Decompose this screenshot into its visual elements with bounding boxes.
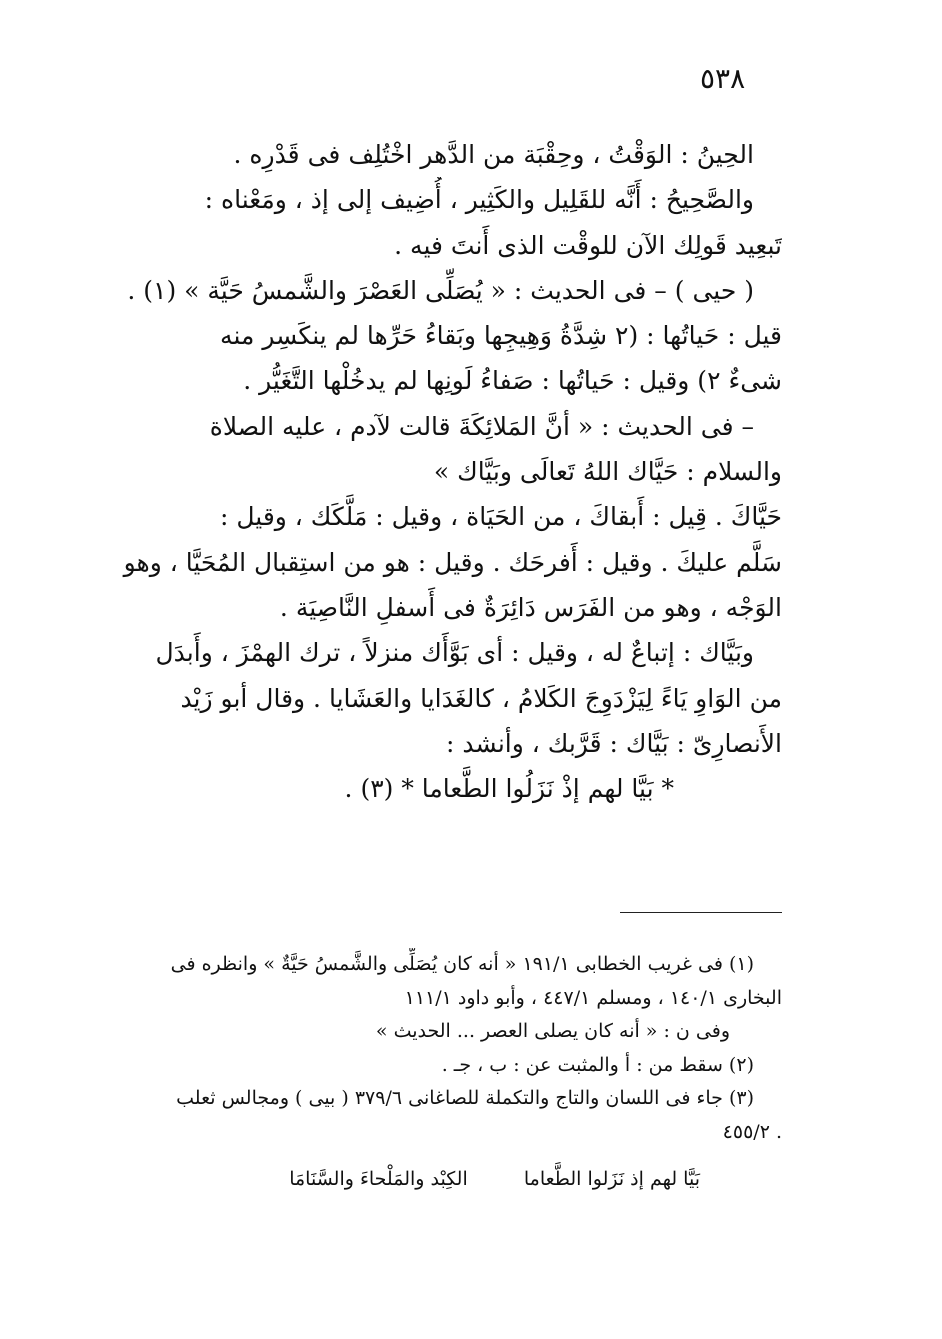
- text-line: الوَجْه ، وهو من الفَرَس دَائِرَةٌ فى أَسفلِ النَّاصِيَة .: [279, 592, 782, 622]
- text-line: الحِينُ : الوَقْتُ ، وحِقْبَة من الدَّهر اخْتُلِف فى قَدْرِه .: [233, 140, 754, 169]
- verse-second-hemistich: الكِبْد والمَلْحاءَ والسَّنَامَا: [289, 1168, 468, 1190]
- main-text: [110, 132, 782, 811]
- footnote-line: (٣) جاء فى اللسان والتاج والتكملة للصاغانى ٣٧٩/٦ ( بيى ) ومجالس ثعلب: [176, 1087, 754, 1109]
- footnote-line: . ٤٥٥/٢: [722, 1120, 782, 1143]
- footnote-divider: [620, 912, 782, 913]
- text-line: من الوَاوِ يَاءً لِيَزْدَوِجَ الكَلامُ ، كالغَدَايا والعَشَايا . وقال أبو زَيْد: [180, 683, 782, 713]
- text-line: شىءٌ ٢) وقيل : حَياتُها : صَفاءُ لَونِها لم يدخُلْها التَّغَيُّر .: [243, 366, 782, 396]
- verse-first-hemistich: بَيَّا لهم إذ نَزَلوا الطَّعاما: [523, 1168, 700, 1190]
- footnote-line: (٢) سقط من : أ والمثبت عن : ب ، جـ .: [441, 1053, 754, 1076]
- text-line: الأَنصارِىّ : بَيَّاك : قَرَّبك ، وأنشد :: [446, 728, 782, 758]
- footnotes: [110, 948, 782, 1149]
- text-line: تَبعِيد قَولِك الآن للوقْت الذى أَنتَ فيه .: [394, 230, 782, 260]
- page-number: ٥٣٨: [700, 62, 746, 95]
- text-line: حَيَّاكَ . قِيل : أَبقاكَ ، من الحَيَاة ، وقيل : مَلَّكَك ، وقيل :: [219, 502, 782, 532]
- text-line: والسلام : حَيَّاك اللهُ تَعالَى وبَيَّاك »: [433, 457, 782, 487]
- text-line: ( حيى ) – فى الحديث : « يُصَلِّى العَصْرَ والشَّمسُ حَيَّة » (١) .: [127, 275, 754, 305]
- text-line: وبَيَّاك : إتباعٌ له ، وقيل : أى بَوَّأَك منزلاً ، ترك الهمْزَ ، وأَبدَل: [155, 638, 754, 668]
- text-line: سَلَّم عليكَ . وقيل : أَفرحَك . وقيل : هو من استِقبال المُحَيَّا ، وهو: [123, 547, 782, 577]
- footnote-line: وفى ن : « أنه كان يصلى العصر ... الحديث »: [375, 1020, 730, 1042]
- text-line: – فى الحديث : « أنَّ المَلائِكَةَ قالت لآدم ، عليه الصلاة: [209, 411, 754, 441]
- text-line: قيل : حَياتُها : (٢ شِدَّةُ وَهِيجِها وبَقاءُ حَرِّها لم ينكَسِر منه: [220, 321, 782, 351]
- footnote-line: (١) فى غريب الخطابى ١٩١/١ « أنه كان يُصَلِّى والشَّمسُ حَيَّةٌ » وانظره فى: [170, 953, 754, 975]
- poetry-verse: [140, 1168, 700, 1190]
- verse-quote-line: * بَيَّا لهم إذْ نَزَلُوا الطَّعاما * (٣) .: [344, 774, 674, 804]
- footnote-line: البخارى ١٤٠/١ ، ومسلم ٤٤٧/١ ، وأبو داود ١١١/١: [404, 986, 782, 1009]
- text-line: والصَّحِيحُ : أَنَّه للقَلِيل والكَثِير ، أُضِيف إلى إذ ، ومَعْناه :: [204, 185, 754, 215]
